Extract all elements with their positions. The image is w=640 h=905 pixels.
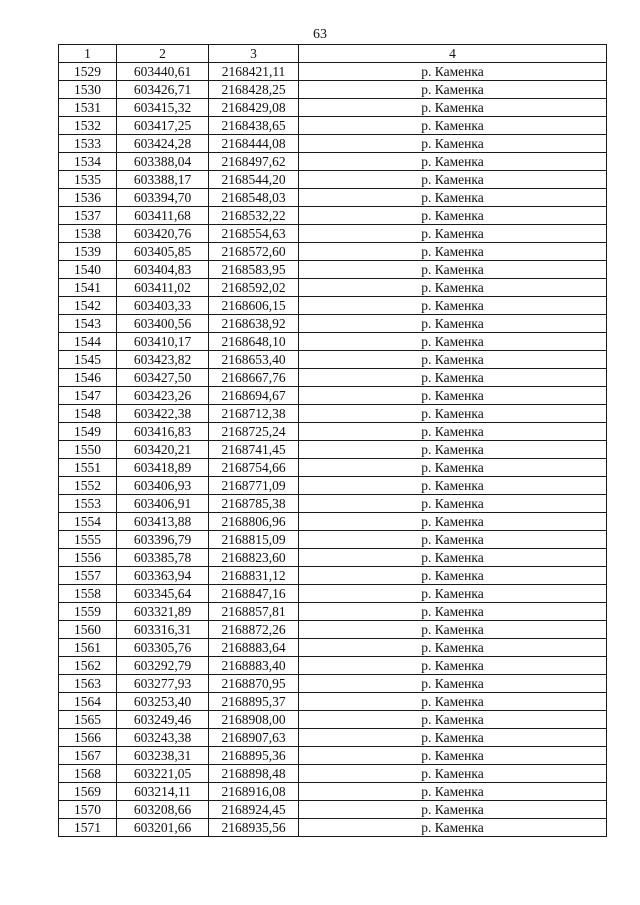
table-row <box>59 135 607 153</box>
table-row <box>59 819 607 837</box>
description-cell: р. Каменка <box>299 153 607 171</box>
table-row <box>59 783 607 801</box>
table-row <box>59 261 607 279</box>
x-coordinate-cell: 603415,32 <box>117 99 209 117</box>
x-coordinate-cell: 603396,79 <box>117 531 209 549</box>
x-coordinate-cell: 603405,85 <box>117 243 209 261</box>
point-number-cell: 1563 <box>59 675 117 693</box>
point-number-cell: 1558 <box>59 585 117 603</box>
y-coordinate-cell: 2168907,63 <box>209 729 299 747</box>
point-number-cell: 1565 <box>59 711 117 729</box>
y-coordinate-cell: 2168667,76 <box>209 369 299 387</box>
y-coordinate-cell: 2168444,08 <box>209 135 299 153</box>
table-row <box>59 513 607 531</box>
table-row <box>59 477 607 495</box>
description-cell: р. Каменка <box>299 369 607 387</box>
description-cell: р. Каменка <box>299 783 607 801</box>
y-coordinate-cell: 2168872,26 <box>209 621 299 639</box>
point-number-cell: 1548 <box>59 405 117 423</box>
table-row <box>59 207 607 225</box>
description-cell: р. Каменка <box>299 117 607 135</box>
description-cell: р. Каменка <box>299 297 607 315</box>
point-number-cell: 1550 <box>59 441 117 459</box>
y-coordinate-cell: 2168883,64 <box>209 639 299 657</box>
table-row <box>59 117 607 135</box>
x-coordinate-cell: 603253,40 <box>117 693 209 711</box>
x-coordinate-cell: 603394,70 <box>117 189 209 207</box>
table-row <box>59 153 607 171</box>
x-coordinate-cell: 603420,76 <box>117 225 209 243</box>
x-coordinate-cell: 603423,26 <box>117 387 209 405</box>
x-coordinate-cell: 603243,38 <box>117 729 209 747</box>
point-number-cell: 1561 <box>59 639 117 657</box>
point-number-cell: 1535 <box>59 171 117 189</box>
description-cell: р. Каменка <box>299 495 607 513</box>
table-row <box>59 225 607 243</box>
y-coordinate-cell: 2168741,45 <box>209 441 299 459</box>
y-coordinate-cell: 2168544,20 <box>209 171 299 189</box>
x-coordinate-cell: 603403,33 <box>117 297 209 315</box>
x-coordinate-cell: 603388,17 <box>117 171 209 189</box>
y-coordinate-cell: 2168429,08 <box>209 99 299 117</box>
y-coordinate-cell: 2168606,15 <box>209 297 299 315</box>
y-coordinate-cell: 2168898,48 <box>209 765 299 783</box>
y-coordinate-cell: 2168592,02 <box>209 279 299 297</box>
table-row <box>59 405 607 423</box>
y-coordinate-cell: 2168831,12 <box>209 567 299 585</box>
point-number-cell: 1546 <box>59 369 117 387</box>
point-number-cell: 1569 <box>59 783 117 801</box>
description-cell: р. Каменка <box>299 279 607 297</box>
description-cell: р. Каменка <box>299 675 607 693</box>
table-row <box>59 621 607 639</box>
table-row <box>59 423 607 441</box>
x-coordinate-cell: 603423,82 <box>117 351 209 369</box>
point-number-cell: 1553 <box>59 495 117 513</box>
table-row <box>59 387 607 405</box>
y-coordinate-cell: 2168712,38 <box>209 405 299 423</box>
description-cell: р. Каменка <box>299 549 607 567</box>
table-row <box>59 657 607 675</box>
table-row <box>59 369 607 387</box>
table-row <box>59 297 607 315</box>
y-coordinate-cell: 2168924,45 <box>209 801 299 819</box>
point-number-cell: 1541 <box>59 279 117 297</box>
point-number-cell: 1537 <box>59 207 117 225</box>
description-cell: р. Каменка <box>299 657 607 675</box>
description-cell: р. Каменка <box>299 693 607 711</box>
table-row <box>59 243 607 261</box>
y-coordinate-cell: 2168935,56 <box>209 819 299 837</box>
y-coordinate-cell: 2168653,40 <box>209 351 299 369</box>
x-coordinate-cell: 603427,50 <box>117 369 209 387</box>
point-number-cell: 1544 <box>59 333 117 351</box>
x-coordinate-cell: 603345,64 <box>117 585 209 603</box>
description-cell: р. Каменка <box>299 351 607 369</box>
point-number-cell: 1555 <box>59 531 117 549</box>
description-cell: р. Каменка <box>299 729 607 747</box>
description-cell: р. Каменка <box>299 135 607 153</box>
description-cell: р. Каменка <box>299 585 607 603</box>
x-coordinate-cell: 603406,93 <box>117 477 209 495</box>
table-body <box>59 63 607 837</box>
description-cell: р. Каменка <box>299 747 607 765</box>
description-cell: р. Каменка <box>299 225 607 243</box>
column-header-1: 1 <box>59 45 117 63</box>
point-number-cell: 1534 <box>59 153 117 171</box>
point-number-cell: 1540 <box>59 261 117 279</box>
y-coordinate-cell: 2168895,37 <box>209 693 299 711</box>
description-cell: р. Каменка <box>299 405 607 423</box>
point-number-cell: 1543 <box>59 315 117 333</box>
y-coordinate-cell: 2168908,00 <box>209 711 299 729</box>
point-number-cell: 1532 <box>59 117 117 135</box>
point-number-cell: 1531 <box>59 99 117 117</box>
description-cell: р. Каменка <box>299 243 607 261</box>
y-coordinate-cell: 2168754,66 <box>209 459 299 477</box>
description-cell: р. Каменка <box>299 441 607 459</box>
x-coordinate-cell: 603413,88 <box>117 513 209 531</box>
table-row <box>59 639 607 657</box>
description-cell: р. Каменка <box>299 801 607 819</box>
table-row <box>59 171 607 189</box>
description-cell: р. Каменка <box>299 333 607 351</box>
x-coordinate-cell: 603422,38 <box>117 405 209 423</box>
table-row <box>59 531 607 549</box>
table-row <box>59 549 607 567</box>
point-number-cell: 1560 <box>59 621 117 639</box>
table-row <box>59 333 607 351</box>
x-coordinate-cell: 603416,83 <box>117 423 209 441</box>
y-coordinate-cell: 2168694,67 <box>209 387 299 405</box>
x-coordinate-cell: 603406,91 <box>117 495 209 513</box>
point-number-cell: 1568 <box>59 765 117 783</box>
y-coordinate-cell: 2168638,92 <box>209 315 299 333</box>
x-coordinate-cell: 603208,66 <box>117 801 209 819</box>
x-coordinate-cell: 603363,94 <box>117 567 209 585</box>
x-coordinate-cell: 603316,31 <box>117 621 209 639</box>
y-coordinate-cell: 2168428,25 <box>209 81 299 99</box>
y-coordinate-cell: 2168532,22 <box>209 207 299 225</box>
point-number-cell: 1567 <box>59 747 117 765</box>
point-number-cell: 1539 <box>59 243 117 261</box>
column-header-4: 4 <box>299 45 607 63</box>
x-coordinate-cell: 603410,17 <box>117 333 209 351</box>
y-coordinate-cell: 2168497,62 <box>209 153 299 171</box>
table-row <box>59 747 607 765</box>
y-coordinate-cell: 2168806,96 <box>209 513 299 531</box>
x-coordinate-cell: 603400,56 <box>117 315 209 333</box>
table-row <box>59 81 607 99</box>
x-coordinate-cell: 603249,46 <box>117 711 209 729</box>
y-coordinate-cell: 2168725,24 <box>209 423 299 441</box>
x-coordinate-cell: 603418,89 <box>117 459 209 477</box>
x-coordinate-cell: 603411,02 <box>117 279 209 297</box>
point-number-cell: 1556 <box>59 549 117 567</box>
table-row <box>59 279 607 297</box>
point-number-cell: 1562 <box>59 657 117 675</box>
x-coordinate-cell: 603277,93 <box>117 675 209 693</box>
point-number-cell: 1545 <box>59 351 117 369</box>
y-coordinate-cell: 2168916,08 <box>209 783 299 801</box>
point-number-cell: 1564 <box>59 693 117 711</box>
point-number-cell: 1557 <box>59 567 117 585</box>
description-cell: р. Каменка <box>299 315 607 333</box>
point-number-cell: 1566 <box>59 729 117 747</box>
table-row <box>59 585 607 603</box>
y-coordinate-cell: 2168771,09 <box>209 477 299 495</box>
y-coordinate-cell: 2168648,10 <box>209 333 299 351</box>
y-coordinate-cell: 2168895,36 <box>209 747 299 765</box>
point-number-cell: 1547 <box>59 387 117 405</box>
table-row <box>59 603 607 621</box>
point-number-cell: 1571 <box>59 819 117 837</box>
table-row <box>59 693 607 711</box>
coordinates-table <box>58 44 607 837</box>
description-cell: р. Каменка <box>299 99 607 117</box>
table-row <box>59 315 607 333</box>
table-row <box>59 351 607 369</box>
y-coordinate-cell: 2168421,11 <box>209 63 299 81</box>
description-cell: р. Каменка <box>299 711 607 729</box>
x-coordinate-cell: 603426,71 <box>117 81 209 99</box>
table-row <box>59 459 607 477</box>
table-header-row <box>59 45 607 63</box>
description-cell: р. Каменка <box>299 819 607 837</box>
table-row <box>59 765 607 783</box>
table-row <box>59 99 607 117</box>
y-coordinate-cell: 2168847,16 <box>209 585 299 603</box>
point-number-cell: 1549 <box>59 423 117 441</box>
point-number-cell: 1570 <box>59 801 117 819</box>
x-coordinate-cell: 603388,04 <box>117 153 209 171</box>
x-coordinate-cell: 603292,79 <box>117 657 209 675</box>
point-number-cell: 1538 <box>59 225 117 243</box>
y-coordinate-cell: 2168815,09 <box>209 531 299 549</box>
point-number-cell: 1533 <box>59 135 117 153</box>
description-cell: р. Каменка <box>299 603 607 621</box>
y-coordinate-cell: 2168857,81 <box>209 603 299 621</box>
column-header-2: 2 <box>117 45 209 63</box>
x-coordinate-cell: 603424,28 <box>117 135 209 153</box>
description-cell: р. Каменка <box>299 531 607 549</box>
x-coordinate-cell: 603385,78 <box>117 549 209 567</box>
description-cell: р. Каменка <box>299 81 607 99</box>
table-row <box>59 189 607 207</box>
x-coordinate-cell: 603411,68 <box>117 207 209 225</box>
point-number-cell: 1559 <box>59 603 117 621</box>
table-row <box>59 711 607 729</box>
x-coordinate-cell: 603221,05 <box>117 765 209 783</box>
y-coordinate-cell: 2168823,60 <box>209 549 299 567</box>
table-row <box>59 63 607 81</box>
x-coordinate-cell: 603305,76 <box>117 639 209 657</box>
description-cell: р. Каменка <box>299 387 607 405</box>
description-cell: р. Каменка <box>299 567 607 585</box>
description-cell: р. Каменка <box>299 63 607 81</box>
description-cell: р. Каменка <box>299 639 607 657</box>
description-cell: р. Каменка <box>299 423 607 441</box>
description-cell: р. Каменка <box>299 189 607 207</box>
y-coordinate-cell: 2168883,40 <box>209 657 299 675</box>
point-number-cell: 1552 <box>59 477 117 495</box>
y-coordinate-cell: 2168438,65 <box>209 117 299 135</box>
description-cell: р. Каменка <box>299 261 607 279</box>
table-row <box>59 495 607 513</box>
description-cell: р. Каменка <box>299 621 607 639</box>
point-number-cell: 1554 <box>59 513 117 531</box>
description-cell: р. Каменка <box>299 171 607 189</box>
x-coordinate-cell: 603201,66 <box>117 819 209 837</box>
table-row <box>59 675 607 693</box>
table-row <box>59 729 607 747</box>
y-coordinate-cell: 2168572,60 <box>209 243 299 261</box>
point-number-cell: 1551 <box>59 459 117 477</box>
page-number: 63 <box>313 27 327 42</box>
point-number-cell: 1542 <box>59 297 117 315</box>
y-coordinate-cell: 2168554,63 <box>209 225 299 243</box>
y-coordinate-cell: 2168785,38 <box>209 495 299 513</box>
y-coordinate-cell: 2168583,95 <box>209 261 299 279</box>
y-coordinate-cell: 2168870,95 <box>209 675 299 693</box>
description-cell: р. Каменка <box>299 765 607 783</box>
point-number-cell: 1530 <box>59 81 117 99</box>
x-coordinate-cell: 603440,61 <box>117 63 209 81</box>
description-cell: р. Каменка <box>299 477 607 495</box>
table-row <box>59 441 607 459</box>
x-coordinate-cell: 603238,31 <box>117 747 209 765</box>
table-row <box>59 567 607 585</box>
y-coordinate-cell: 2168548,03 <box>209 189 299 207</box>
description-cell: р. Каменка <box>299 207 607 225</box>
column-header-3: 3 <box>209 45 299 63</box>
point-number-cell: 1536 <box>59 189 117 207</box>
x-coordinate-cell: 603420,21 <box>117 441 209 459</box>
point-number-cell: 1529 <box>59 63 117 81</box>
x-coordinate-cell: 603214,11 <box>117 783 209 801</box>
x-coordinate-cell: 603417,25 <box>117 117 209 135</box>
description-cell: р. Каменка <box>299 459 607 477</box>
table-row <box>59 801 607 819</box>
description-cell: р. Каменка <box>299 513 607 531</box>
x-coordinate-cell: 603404,83 <box>117 261 209 279</box>
x-coordinate-cell: 603321,89 <box>117 603 209 621</box>
